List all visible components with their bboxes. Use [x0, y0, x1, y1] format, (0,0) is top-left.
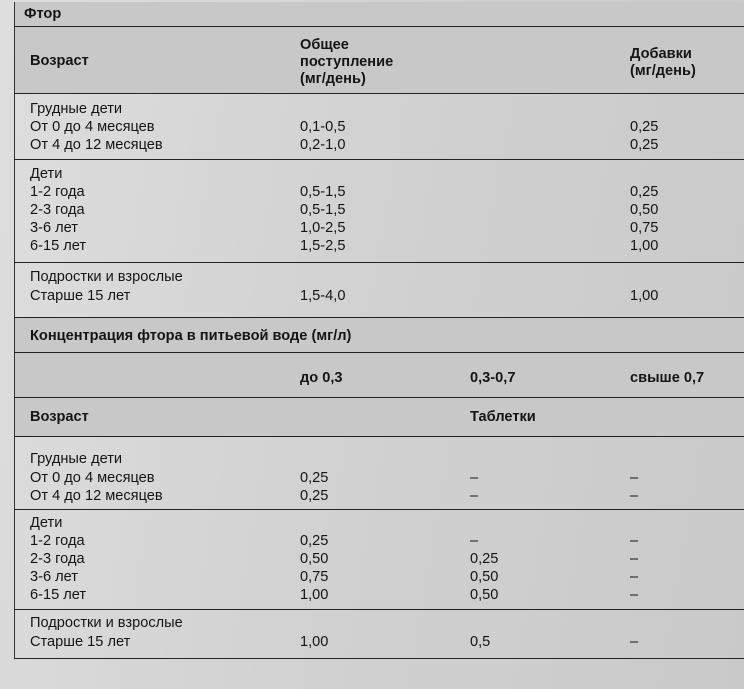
rule — [14, 317, 744, 318]
intake-supp-header-line2: (мг/день) — [630, 63, 696, 79]
intake-total-header-line3: (мг/день) — [300, 71, 366, 87]
table-left-border — [14, 2, 15, 658]
rule — [14, 658, 744, 659]
water-row-c1: 0,75 — [300, 569, 329, 585]
water-row-c1: 0,25 — [300, 470, 329, 486]
rule — [14, 262, 744, 263]
intake-row-age: 6-15 лет — [30, 238, 87, 254]
group-label-adults: Подростки и взрослые — [30, 615, 183, 631]
water-age-header: Возраст — [30, 409, 89, 425]
water-row-c2: 0,50 — [470, 569, 499, 585]
intake-row-age: Старше 15 лет — [30, 288, 131, 304]
intake-row-total: 0,2-1,0 — [300, 137, 346, 153]
rule — [14, 609, 744, 610]
water-row-c3: – — [630, 569, 639, 585]
group-label-infants: Грудные дети — [30, 451, 123, 467]
table-title: Фтор — [24, 6, 62, 22]
water-row-c2: – — [470, 533, 479, 549]
water-row-c1: 0,50 — [300, 551, 329, 567]
water-title: Концентрация фтора в питьевой воде (мг/л) — [30, 328, 352, 344]
intake-row-total: 1,5-2,5 — [300, 238, 346, 254]
conc-header-3: свыше 0,7 — [630, 370, 705, 386]
rule — [14, 26, 744, 27]
conc-header-1: до 0,3 — [300, 370, 343, 386]
intake-row-age: 1-2 года — [30, 184, 85, 200]
intake-row-supp: 0,25 — [630, 137, 659, 153]
water-row-c3: – — [630, 470, 639, 486]
intake-row-total: 0,5-1,5 — [300, 184, 346, 200]
water-row-c2: 0,5 — [470, 634, 491, 650]
intake-row-total: 1,5-4,0 — [300, 288, 346, 304]
intake-row-age: От 4 до 12 месяцев — [30, 137, 163, 153]
intake-row-supp: 1,00 — [630, 288, 659, 304]
water-row-c2: – — [470, 470, 479, 486]
intake-row-supp: 0,25 — [630, 184, 659, 200]
water-row-c3: – — [630, 533, 639, 549]
water-row-c1: 0,25 — [300, 488, 329, 504]
water-row-c2: – — [470, 488, 479, 504]
rule — [14, 397, 744, 398]
intake-total-header-line1: Общее — [300, 37, 349, 53]
intake-row-age: От 0 до 4 месяцев — [30, 119, 155, 135]
water-row-c2: 0,50 — [470, 587, 499, 603]
intake-supp-header-line1: Добавки — [630, 46, 692, 62]
intake-row-supp: 0,25 — [630, 119, 659, 135]
group-label-children: Дети — [30, 166, 63, 182]
intake-row-total: 0,1-0,5 — [300, 119, 346, 135]
water-row-c2: 0,25 — [470, 551, 499, 567]
water-row-age: Старше 15 лет — [30, 634, 131, 650]
group-label-adults: Подростки и взрослые — [30, 269, 183, 285]
rule — [14, 352, 744, 353]
intake-row-age: 2-3 года — [30, 202, 85, 218]
conc-header-2: 0,3-0,7 — [470, 370, 516, 386]
rule — [14, 159, 744, 160]
water-row-c3: – — [630, 587, 639, 603]
rule — [14, 436, 744, 437]
water-row-age: 1-2 года — [30, 533, 85, 549]
title-band — [14, 2, 744, 26]
water-row-age: 2-3 года — [30, 551, 85, 567]
intake-row-total: 1,0-2,5 — [300, 220, 346, 236]
intake-total-header-line2: поступление — [300, 54, 394, 70]
intake-row-supp: 0,50 — [630, 202, 659, 218]
water-row-c1: 1,00 — [300, 587, 329, 603]
water-row-age: От 4 до 12 месяцев — [30, 488, 163, 504]
intake-row-supp: 1,00 — [630, 238, 659, 254]
intake-row-total: 0,5-1,5 — [300, 202, 346, 218]
rule — [14, 509, 744, 510]
group-label-children: Дети — [30, 515, 63, 531]
water-row-c3: – — [630, 488, 639, 504]
water-tablets-header: Таблетки — [470, 409, 536, 425]
group-label-infants: Грудные дети — [30, 101, 123, 117]
intake-row-supp: 0,75 — [630, 220, 659, 236]
intake-age-header: Возраст — [30, 53, 89, 69]
water-row-c3: – — [630, 634, 639, 650]
rule — [14, 93, 744, 94]
intake-row-age: 3-6 лет — [30, 220, 78, 236]
water-header-band — [14, 398, 744, 436]
water-row-age: От 0 до 4 месяцев — [30, 470, 155, 486]
water-row-age: 6-15 лет — [30, 587, 87, 603]
water-row-c1: 0,25 — [300, 533, 329, 549]
water-row-age: 3-6 лет — [30, 569, 78, 585]
water-row-c1: 1,00 — [300, 634, 329, 650]
water-row-c3: – — [630, 551, 639, 567]
